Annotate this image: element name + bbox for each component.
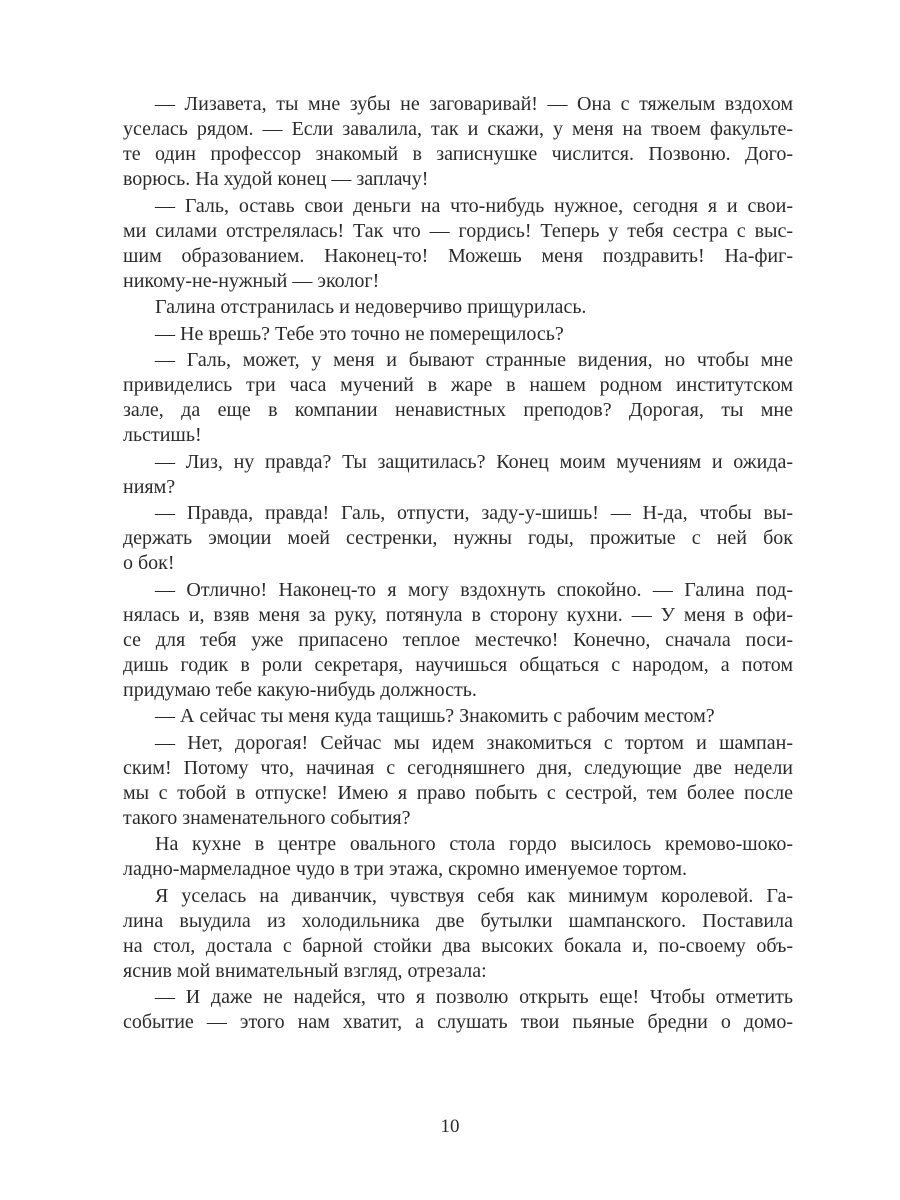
text-line: ниям? [123, 475, 176, 498]
text-line: — Отлично! Наконец-то я могу вздохнуть спокойно. — Галина под- [155, 578, 793, 601]
text-line: зале, да еще в компании ненавистных преподов? Дорогая, ты мне [123, 399, 793, 421]
text-line: — А сейчас ты меня куда тащишь? Знакомить с рабочим местом? [155, 705, 715, 727]
text-line: придумаю тебе какую-нибудь должность. [123, 678, 477, 701]
text-line: такого знаменательного события? [123, 806, 411, 829]
text-line: — Лизавета, ты мне зубы не заговаривай! — Она с тяжелым вздохом [155, 93, 793, 115]
page-number: 10 [440, 1116, 460, 1137]
text-line: те один профессор знакомый в записнушке числится. Позвоню. Дого- [123, 143, 793, 165]
text-line: ладно-мармеладное чудо в три этажа, скромно именуемое тортом. [123, 858, 687, 880]
text-line: На кухне в центре овального стола гордо высилось кремово-шоко- [155, 833, 793, 855]
text-line: привиделись три часа мучений в жаре в нашем родном институтском [123, 374, 793, 396]
paragraph [123, 731, 793, 831]
paragraph [123, 295, 793, 320]
text-line: мы с тобой в отпуске! Имею я право побыть с сестрой, тем более после [123, 781, 793, 804]
paragraph [123, 832, 793, 882]
paragraph [123, 450, 793, 500]
page-body-text [123, 92, 793, 1037]
paragraph [123, 194, 793, 294]
text-line: — Не врешь? Тебе это точно не померещилось? [155, 322, 564, 345]
paragraph [123, 704, 793, 729]
paragraph [123, 578, 793, 703]
text-line: шим образованием. Наконец-то! Можешь меня поздравить! На-фиг- [123, 244, 793, 267]
text-line: о бок! [123, 552, 175, 574]
text-line: ворюсь. На худой конец — заплачу! [123, 168, 429, 190]
text-line: никому-не-нужный — эколог! [123, 269, 380, 292]
paragraph [123, 348, 793, 448]
paragraph [123, 985, 793, 1035]
text-line: ским! Потому что, начиная с сегодняшнего дня, следующие две недели [123, 756, 793, 779]
text-line: Галина отстранилась и недоверчиво прищурилась. [155, 296, 587, 318]
text-line: уселась рядом. — Если завалила, так и скажи, у меня на твоем факульте- [123, 118, 793, 140]
paragraph [123, 92, 793, 192]
paragraph [123, 322, 793, 347]
paragraph [123, 884, 793, 984]
text-line: — Правда, правда! Галь, отпусти, заду-у-шишь! — Н-да, чтобы вы- [155, 502, 793, 524]
text-line: — И даже не надейся, что я позволю открыть еще! Чтобы отметить [155, 986, 793, 1008]
text-line: нялась и, взяв меня за руку, потянула в сторону кухни. — У меня в офи- [123, 603, 793, 626]
text-line: держать эмоции моей сестренки, нужны годы, прожитые с ней бок [123, 527, 793, 549]
text-line: — Нет, дорогая! Сейчас мы идем знакомиться с тортом и шампан- [155, 731, 793, 754]
text-line: — Галь, может, у меня и бывают странные видения, но чтобы мне [155, 349, 793, 371]
text-line: яснив мой внимательный взгляд, отрезала: [123, 959, 487, 982]
text-line: льстишь! [123, 424, 202, 446]
text-line: ми силами отстрелялась! Так что — гордись! Теперь у тебя сестра с выс- [123, 219, 793, 242]
text-line: — Лиз, ну правда? Ты защитилась? Конец моим мучениям и ожида- [155, 450, 793, 473]
text-line: се для тебя уже припасено теплое местечко! Конечно, сначала поси- [123, 628, 793, 651]
text-line: дишь годик в роли секретаря, научишься общаться с народом, а потом [123, 653, 793, 676]
text-line: Я уселась на диванчик, чувствуя себя как минимум королевой. Га- [155, 884, 793, 907]
paragraph [123, 501, 793, 576]
text-line: — Галь, оставь свои деньги на что-нибудь нужное, сегодня я и свои- [155, 194, 793, 217]
text-line: на стол, достала с барной стойки два высоких бокала и, по-своему объ- [123, 934, 793, 957]
text-line: событие — этого нам хватит, а слушать твои пьяные бредни о домо- [123, 1011, 793, 1033]
text-line: лина выудила из холодильника две бутылки шампанского. Поставила [123, 909, 793, 932]
